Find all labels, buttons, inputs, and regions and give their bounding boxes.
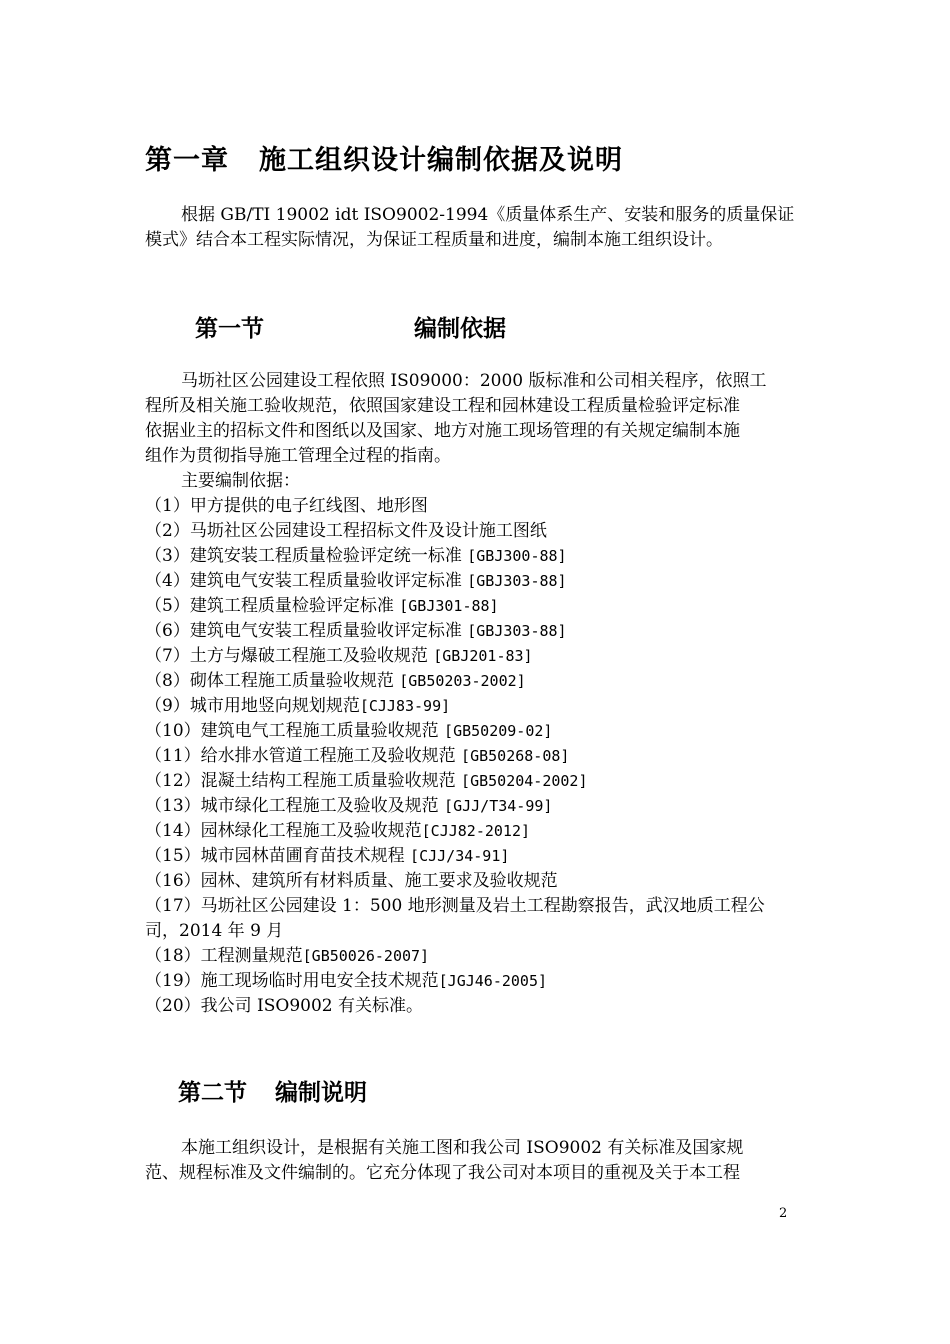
section-2-line-2: 范、规程标准及文件编制的。它充分体现了我公司对本项目的重视及关于本工程 bbox=[145, 1163, 740, 1183]
section-2-paragraph bbox=[145, 1136, 815, 1186]
section-2-title: 编制说明 bbox=[275, 1080, 367, 1106]
list-item: （20）我公司 ISO9002 有关标准。 bbox=[145, 996, 424, 1016]
list-item: （10）建筑电气工程施工质量验收规范 [GB50209-02] bbox=[145, 721, 553, 741]
section-2-line-1: 本施工组织设计，是根据有关施工图和我公司 ISO9002 有关标准及国家规 bbox=[181, 1138, 744, 1158]
list-item: （18）工程测量规范[GB50026-2007] bbox=[145, 946, 430, 966]
section-1-line-2: 程所及相关施工验收规范，依照国家建设工程和园林建设工程质量检验评定标准 bbox=[145, 396, 740, 416]
chapter-heading-text: 施工组织设计编制依据及说明 bbox=[259, 145, 623, 176]
list-item-17-line-2: 司，2014 年 9 月 bbox=[145, 921, 284, 941]
section-1-line-3: 依据业主的招标文件和图纸以及国家、地方对施工现场管理的有关规定编制本施 bbox=[145, 421, 740, 441]
list-item: （6）建筑电气安装工程质量验收评定标准 [GBJ303-88] bbox=[145, 621, 567, 641]
list-item: （4）建筑电气安装工程质量验收评定标准 [GBJ303-88] bbox=[145, 571, 567, 591]
page-number: 2 bbox=[779, 1206, 788, 1221]
list-item: （9）城市用地竖向规划规范[CJJ83-99] bbox=[145, 696, 451, 716]
section-1-line-4: 组作为贯彻指导施工管理全过程的指南。 bbox=[145, 446, 451, 466]
basis-list bbox=[145, 494, 825, 1019]
list-item: （7）土方与爆破工程施工及验收规范 [GBJ201-83] bbox=[145, 646, 533, 666]
list-item: （16）园林、建筑所有材料质量、施工要求及验收规范 bbox=[145, 871, 558, 891]
section-1-paragraph bbox=[145, 369, 815, 494]
section-2-heading bbox=[178, 1074, 367, 1107]
list-item: （11）给水排水管道工程施工及验收规范 [GB50268-08] bbox=[145, 746, 570, 766]
list-item: （3）建筑安装工程质量检验评定统一标准 [GBJ300-88] bbox=[145, 546, 567, 566]
intro-line-2: 模式》结合本工程实际情况，为保证工程质量和进度，编制本施工组织设计。 bbox=[145, 230, 723, 250]
section-1-number: 第一节 bbox=[195, 316, 264, 342]
list-item: （19）施工现场临时用电安全技术规范[JGJ46-2005] bbox=[145, 971, 548, 991]
section-1-heading bbox=[195, 310, 506, 343]
list-item: （14）园林绿化工程施工及验收规范[CJJ82-2012] bbox=[145, 821, 531, 841]
section-1-line-1: 马坜社区公园建设工程依照 IS09000：2000 版标准和公司相关程序，依照工 bbox=[181, 371, 767, 391]
section-2-number: 第二节 bbox=[178, 1080, 247, 1106]
list-item: （13）城市绿化工程施工及验收及规范 [GJJ/T34-99] bbox=[145, 796, 553, 816]
intro-line-1: 根据 GB/TI 19002 idt ISO9002-1994《质量体系生产、安装和服务的质量保证 bbox=[181, 205, 795, 225]
list-item: （8）砌体工程施工质量验收规范 [GB50203-2002] bbox=[145, 671, 526, 691]
list-heading: 主要编制依据： bbox=[181, 471, 300, 491]
list-item: （12）混凝土结构工程施工质量验收规范 [GB50204-2002] bbox=[145, 771, 588, 791]
list-item: （1）甲方提供的电子红线图、地形图 bbox=[145, 496, 428, 516]
list-item-17-line-1: （17）马坜社区公园建设 1：500 地形测量及岩土工程勘察报告，武汉地质工程公 bbox=[145, 896, 765, 916]
intro-paragraph bbox=[145, 203, 815, 253]
list-item: （15）城市园林苗圃育苗技术规程 [CJJ/34-91] bbox=[145, 846, 510, 866]
list-item: （5）建筑工程质量检验评定标准 [GBJ301-88] bbox=[145, 596, 499, 616]
chapter-title bbox=[145, 138, 623, 177]
chapter-number: 第一章 bbox=[145, 145, 229, 176]
section-1-title: 编制依据 bbox=[414, 316, 506, 342]
list-item: （2）马坜社区公园建设工程招标文件及设计施工图纸 bbox=[145, 521, 547, 541]
